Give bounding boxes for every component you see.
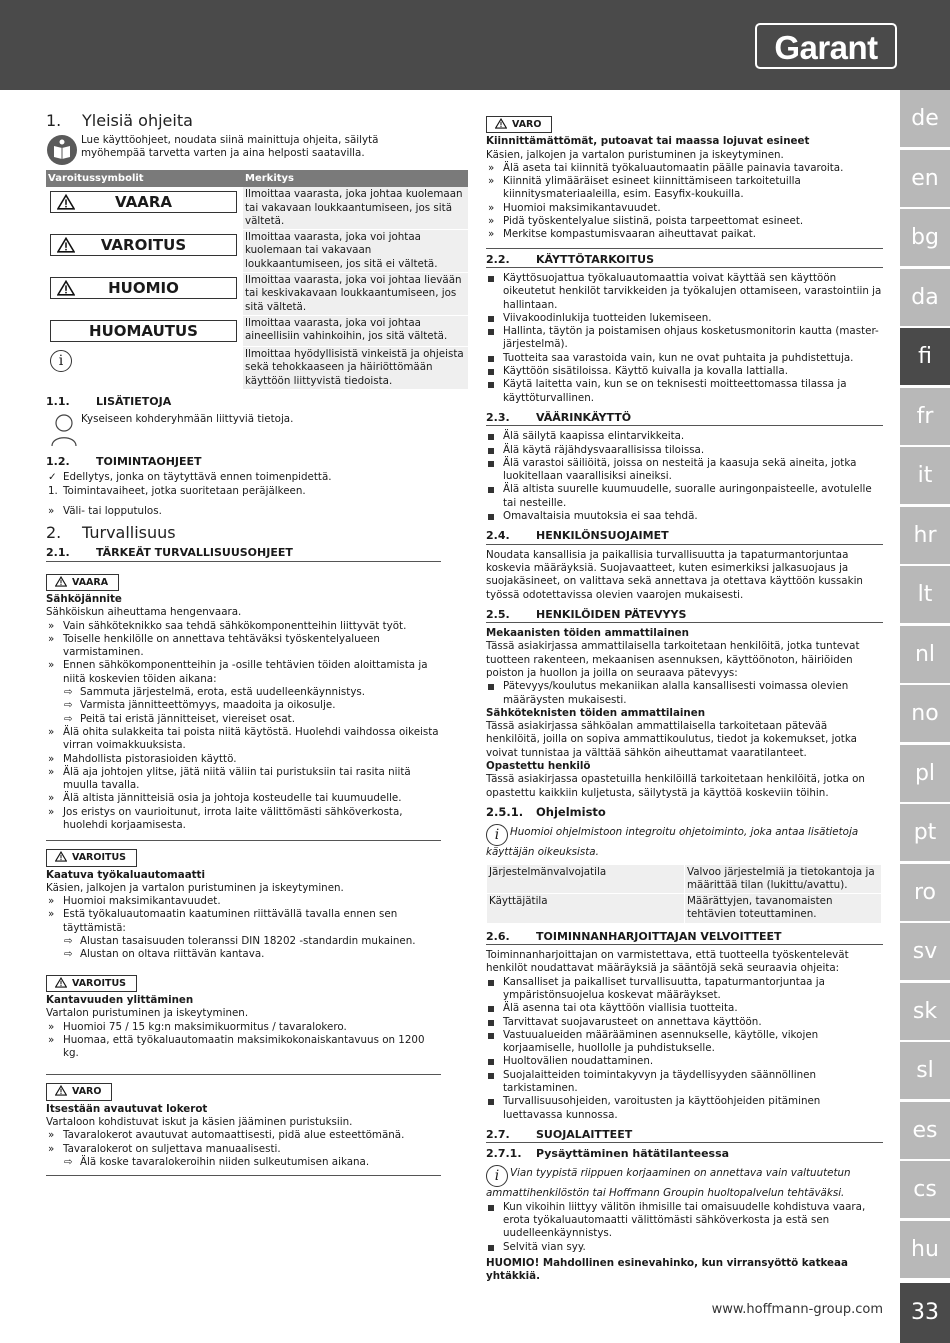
signal-word-box: VARO xyxy=(46,1083,112,1100)
list-item: » Huomioi maksimikantavuudet. xyxy=(488,201,661,214)
list-item: Selvitä vian syy. xyxy=(486,1241,883,1254)
list-item: Pätevyys/koulutus mekaniikan alalla kansallisesti voimassa olevien määräysten mukaisesti. xyxy=(486,680,883,707)
table-row: HUOMIO Ilmoittaa vaarasta, joka voi johtaa lievään tai keskivakavaan loukkaantumiseen, jos sitä vältetä. xyxy=(46,273,468,316)
language-tab-fr[interactable]: fr xyxy=(900,388,950,446)
language-tab-it[interactable]: it xyxy=(900,447,950,505)
list-item: » Jos eristys on vaurioitunut, irrota laite välittömästi sähköverkosta, huolehdi korjaamisesta. xyxy=(48,805,403,831)
language-tab-da[interactable]: da xyxy=(900,269,950,327)
warning-icon xyxy=(57,280,75,296)
hazard-consequence: Vartalon puristuminen ja iskeytyminen. xyxy=(46,1007,249,1020)
language-tab-sv[interactable]: sv xyxy=(900,923,950,981)
list-item: Käyttösuojattua työkaluautomaattia voivat käyttää sen käyttöön oikeutetut henkilöt tarvikkeiden ja työkalujen ottamiseen, varastointiin ja hallintaan. xyxy=(486,272,883,312)
warning-icon xyxy=(57,194,75,210)
list-item: Tarvittavat suojavarusteet on annettava käyttöön. xyxy=(486,1016,883,1029)
roles-table xyxy=(486,864,882,924)
section-heading: 1. Yleisiä ohjeita xyxy=(46,111,193,130)
list-item: Viivakoodinlukija tuotteiden lukemiseen. xyxy=(486,312,883,325)
list-item: Käytä laitetta vain, kun se on teknisesti moitteettomassa tilassa ja käyttöturvallinen. xyxy=(486,378,883,405)
warning-icon xyxy=(57,237,75,253)
list-item: » Älä aja johtojen ylitse, jätä niitä väliin tai puristuksiin tai rasita niitä muulla tavalla. xyxy=(48,765,411,792)
list-item: Älä asenna tai ota käyttöön viallisia tuotteita. xyxy=(486,1002,883,1015)
list-item: » Toiselle henkilölle on annettava tehtäväksi työskentelyalueen varmistaminen. xyxy=(48,632,380,659)
hazard-title: Itsestään avautuvat lokerot xyxy=(46,1102,208,1115)
list-item: Hallinta, täytön ja poistamisen ohjaus kosketusmonitorin kautta (master-järjestelmä). xyxy=(486,325,883,352)
list-item: » Huomioi maksimikantavuudet. xyxy=(48,895,221,908)
signal-word-box: VARO xyxy=(486,116,552,133)
list-item: » Älä ohita sulakkeita tai poista niitä käytöstä. Huolehdi vaihdossa oikeista virran voimakkuuksista. xyxy=(48,725,439,752)
list-item: » Merkitse kompastumisvaaran aiheuttavat paikat. xyxy=(488,228,757,241)
list-item: » Huomioi 75 / 15 kg:n maksimikuormitus / tavaralokero. xyxy=(48,1020,347,1033)
target-group-icon xyxy=(50,413,78,447)
language-tab-no[interactable]: no xyxy=(900,685,950,743)
language-tab-ro[interactable]: ro xyxy=(900,864,950,922)
hazard-consequence: Käsien, jalkojen ja vartalon puristuminen ja iskeytyminen. xyxy=(46,881,344,894)
brand-logo: Garant xyxy=(755,23,897,69)
language-sidebar xyxy=(900,90,950,1343)
list-item: Älä varastoi säiliöitä, joissa on nesteitä ja kaasuja sekä aineita, jotka luokitellaan vaarallisiksi aineiksi. xyxy=(486,457,883,484)
list-item: » Tavaralokerot on suljettava manuaalisesti. xyxy=(48,1142,281,1155)
list-item: » Huomaa, että työkaluautomaatin maksimikokonaiskantavuus on 1200 kg. xyxy=(48,1033,425,1060)
info-icon: i xyxy=(486,1165,508,1187)
list-item: Älä säilytä kaapissa elintarvikkeita. xyxy=(486,430,883,443)
table-row: VAARA Ilmoittaa vaarasta, joka johtaa kuolemaan tai vakavaan loukkaantumiseen, jos sitä vältetä. xyxy=(46,187,468,229)
hazard-title: Kaatuva työkaluautomaatti xyxy=(46,868,206,881)
language-tab-lt[interactable]: lt xyxy=(900,566,950,624)
info-icon: i xyxy=(486,824,508,846)
language-tab-cs[interactable]: cs xyxy=(900,1161,950,1219)
list-item: » Estä työkaluautomaatin kaatuminen riittävällä tavalla ennen sen täyttämistä: xyxy=(48,908,398,934)
list-item: » Älä altista jännitteisiä osia ja johtoja kosteudelle tai kuumuudelle. xyxy=(48,792,402,805)
list-item: » Vain sähköteknikko saa tehdä sähkökomponentteihin liittyvät työt. xyxy=(48,619,407,632)
signal-word-box: HUOMAUTUS xyxy=(50,320,237,342)
list-item: Vastuualueiden määrääminen asennukselle, käytölle, vikojen korjaamiselle, huollolle ja puhdistukselle. xyxy=(486,1029,883,1056)
read-manual-icon xyxy=(46,134,78,166)
hazard-title: Kantavuuden ylittäminen xyxy=(46,993,194,1006)
list-item: Käyttöön sisätiloissa. Käyttö kuivalla ja kovalla lattialla. xyxy=(486,365,883,378)
list-item: Kansalliset ja paikalliset turvallisuutta, tapaturmantorjuntaa ja ympäristönsuojelua koskevat määräykset. xyxy=(486,976,883,1003)
language-tab-hu[interactable]: hu xyxy=(900,1221,950,1279)
list-item: ⇨ Varmista jännitteettömyys, maadoita ja oikosulje. xyxy=(64,699,336,712)
page-number: 33 xyxy=(900,1283,950,1343)
table-row: HUOMAUTUS Ilmoittaa vaarasta, joka voi johtaa aineellisiin vahinkoihin, jos sitä vältetä. xyxy=(46,315,468,346)
hazard-title: Kiinnittämättömät, putoavat tai maassa lojuvat esineet xyxy=(486,135,810,148)
signal-word-box: HUOMIO xyxy=(50,277,237,299)
language-tab-bg[interactable]: bg xyxy=(900,209,950,267)
list-item: » Mahdollista pistorasioiden käyttö. xyxy=(48,752,237,765)
language-tab-de[interactable]: de xyxy=(900,90,950,148)
hazard-consequence: Vartaloon kohdistuvat iskut ja käsien jääminen puristuksiin. xyxy=(46,1116,353,1129)
language-tab-pt[interactable]: pt xyxy=(900,804,950,862)
language-tab-hr[interactable]: hr xyxy=(900,507,950,565)
table-row: i Ilmoittaa hyödyllisistä vinkeistä ja ohjeista sekä tehokkaaseen ja häiriöttömään käyttöön liittyvistä tiedoista. xyxy=(46,346,468,389)
list-item: » Pidä työskentelyalue siistinä, poista tarpeettomat esineet. xyxy=(488,215,804,228)
list-item: Huoltovälien noudattaminen. xyxy=(486,1055,883,1068)
list-item: ⇨ Peitä tai eristä jännitteiset, viereiset osat. xyxy=(64,712,295,725)
left-column: 1. Yleisiä ohjeita Lue käyttöohjeet, noudata siinä mainittuja ohjeita, säilytä myöhempää tarvetta varten ja aina helposti saatavilla. Varoitussymbolit Merkitys VAARA Ilmoittaa vaarasta, joka johtaa kuolemaan tai vakavaan loukkaantumiseen, jos sitä vältetä. VAROITUS Ilmoittaa vaarasta, joka voi johtaa kuolemaan tai vakavaan loukkaantumiseen, jos sitä ei vältetä. HUOMIO Ilmoittaa vaarasta, joka voi johtaa lievään tai keskivakavaan loukkaantumiseen, jos sitä vältetä. HUOMAUTUS Ilmoittaa vaarasta, joka voi johtaa aineellisiin vahinkoihin, jos sitä vältetä. i Ilmoittaa hyödyllisistä vinkeistä ja ohjeista sekä tehokkaaseen ja häiriöttömään käyttöön liittyvistä tiedoista. 1.1. LISÄTIETOJA Kyseiseen kohderyhmään liittyviä tietoja. 1.2. TOIMINTAOHJEET ✓ Edellytys, jonka on täytyttävä ennen toimenpidettä. 1. Toimintavaiheet, jotka suoritetaan peräjälkeen. » Väli- tai lopputulos. 2. Turvallisuus 2.1. TÄRKEÄT TURVALLISUUSOHJEET VAARA Sähköjännite Sähköiskun aiheuttama hengenvaara. » Vain sähköteknikko saa tehdä sähkökomponentteihin liittyvät työt. » Toiselle henkilölle on annettava tehtäväksi työskentelyalueen varmistaminen. » Ennen sähkökomponentteihin ja -osille tehtävien töiden aloittamista ja niitä koskevien töiden aikana: ⇨ Sammuta järjestelmä, erota, estä uudelleenkäynnistys. ⇨ Varmista jännitteettömyys, maadoita ja oikosulje. ⇨ Peitä tai eristä jännitteiset, viereiset osat. » Älä ohita sulakkeita tai poista niitä käytöstä. Huolehdi vaihdossa oikeista virran voimakkuuksista. » Mahdollista pistorasioiden käyttö. » Älä aja johtojen ylitse, jätä niitä väliin tai puristuksiin tai rasita niitä muulla tavalla. » Älä altista jännitteisiä osia ja johtoja kosteudelle tai kuumuudelle. » Jos eristys on vaurioitunut, irrota laite välittömästi sähköverkosta, huolehdi korjaamisesta. VAROITUS Kaatuva työkaluautomaatti Käsien, jalkojen ja vartalon puristuminen ja iskeytyminen. » Huomioi maksimikantavuudet. » Estä työkaluautomaatin kaatuminen riittävällä tavalla ennen sen täyttämistä: ⇨ Alustan tasaisuuden toleranssi DIN 18202 -standardin mukainen. ⇨ Alustan on oltava riittävän kantava. VAROITUS Kantavuuden ylittäminen Vartalon puristuminen ja iskeytyminen. » Huomioi 75 / 15 kg:n maksimikuormitus / tavaralokero. » Huomaa, että työkaluautomaatin maksimikokonaiskantavuus on 1200 kg. VARO Itsestään avautuvat lokerot Vartaloon kohdistuvat iskut ja käsien jääminen puristuksiin. » Tavaralokerot avautuvat automaattisesti, pidä alue esteettömänä. » Tavaralokerot on suljettava manuaalisesti. ⇨ Älä koske tavaralokeroihin niiden sulkeutumisen aikana. xyxy=(46,110,441,1176)
signal-word-box: VAROITUS xyxy=(50,234,237,256)
intro-text: Lue käyttöohjeet, noudata siinä mainittuja ohjeita, säilytä myöhempää tarvetta varten ja aina helposti saatavilla. xyxy=(81,134,379,160)
list-item: » Kiinnitä ylimääräiset esineet kiinnittämiseen tarkoitetuilla kiinnitysmateriaaleilla, esim. Easyfix-koukuilla. xyxy=(488,175,801,201)
language-tab-sl[interactable]: sl xyxy=(900,1042,950,1100)
hazard-title: Sähköjännite xyxy=(46,592,122,605)
table-row: VAROITUS Ilmoittaa vaarasta, joka voi johtaa kuolemaan tai vakavaan loukkaantumiseen, jos sitä ei vältetä. xyxy=(46,230,468,273)
list-item: ⇨ Älä koske tavaralokeroihin niiden sulkeutumisen aikana. xyxy=(64,1155,370,1168)
right-column: VARO Kiinnittämättömät, putoavat tai maassa lojuvat esineet Käsien, jalkojen ja vartalon puristuminen ja iskeytyminen. » Älä aseta tai kiinnitä työkaluautomaatin päälle painavia tavaroita. » Kiinnitä ylimääräiset esineet kiinnittämiseen tarkoitetuilla kiinnitysmateriaaleilla, esim. Easyfix-koukuilla. » Huomioi maksimikantavuudet. » Pidä työskentelyalue siistinä, poista tarpeettomat esineet. » Merkitse kompastumisvaaran aiheuttavat paikat. 2.2. KÄYTTÖTARKOITUS Käyttösuojattua työkaluautomaattia voivat käyttää sen käyttöön oikeutetut henkilöt tarvikkeiden ja työkalujen ottamiseen, varastointiin ja hallintaan. Viivakoodinlukija tuotteiden lukemiseen. Hallinta, täytön ja poistamisen ohjaus kosketusmonitorin kautta (master-järjestelmä). Tuotteita saa varastoida vain, kun ne ovat puhtaita ja puhdistettuja. Käyttöön sisätiloissa. Käyttö kuivalla ja kovalla lattialla. Käytä laitetta vain, kun se on teknisesti moitteettomassa tilassa ja käyttöturvallinen. 2.3. VÄÄRINKÄYTTÖ Älä säilytä kaapissa elintarvikkeita. Älä käytä räjähdysvaarallisissa tiloissa. Älä varastoi säiliöitä, joissa on nesteitä ja kaasuja sekä aineita, jotka luokitellaan vaarallisiksi aineiksi. Älä altista suurelle kuumuudelle, suoralle auringonpaisteelle, avotulelle tai nesteille. Omavaltaisia muutoksia ei saa tehdä. 2.4. HENKILÖNSUOJAIMET Noudata kansallisia ja paikallisia turvallisuutta ja tapaturmantorjuntaa koskevia määräyksiä. Suojavaatteet, kuten esimerkiksi jalkasuojaus ja suojakäsineet, on valittava sekä annettava ja otettava käyttöön kussakin työssä odotettavissa olevien vaarojen mukaisesti. 2.5. HENKILÖIDEN PÄTEVYYS Mekaanisten töiden ammattilainen Tässä asiakirjassa ammattilaisella tarkoitetaan henkilöitä, jotka tuntevat tuotteen rakenteen, mekaanisen asennuksen, käyttöönoton, häiriöiden poiston ja huollon ja joilla on seuraava pätevyys: Pätevyys/koulutus mekaniikan alalla kansallisesti voimassa olevien määräysten mukaisesti. Sähköteknisten töiden ammattilainen Tässä asiakirjassa sähköalan ammattilaisella tarkoitetaan pätevää henkilöitä, joilla on sopiva ammattikoulutus, tiedot ja kokemukset, jotka voivat tunnistaa ja välttää sähkön aiheuttamat vaaratilanteet. Opastettu henkilö Tässä asiakirjassa opastetuilla henkilöillä tarkoitetaan henkilöitä, jotka on opastettu kaikkiin kuljetusta, säilytystä ja käyttöä koskeviin töihin. 2.5.1. Ohjelmisto i Huomioi ohjelmistoon integroitu ohjetoiminto, joka antaa lisätietoja käyttäjän oikeuksista. Järjestelmänvalvojatila Valvoo järjestelmiä ja tietokantoja ja määrittää tilan (lukittu/avattu). Käyttäjätila Määrättyjen, tavanomaisten tehtävien toteuttaminen. 2.6. TOIMINNANHARJOITTAJAN VELVOITTEET Toiminnanharjoittajan on varmistettava, että tuotteella työskentelevät henkilöt noudattavat määräyksiä ja sääntöjä sekä seuraavia ohjeita: Kansalliset ja paikalliset turvallisuutta, tapaturmantorjuntaa ja ympäristönsuojelua koskevat määräykset. Älä asenna tai ota käyttöön viallisia tuotteita. Tarvittavat suojavarusteet on annettava käyttöön. Vastuualueiden määrääminen asennukselle, käytölle, vikojen korjaamiselle, huollolle ja puhdistukselle. Huoltovälien noudattaminen. Suojalaitteiden toimintakyvyn ja täydellisyyden säännöllinen tarkistaminen. Turvallisuusohjeiden, varoitusten ja käyttöohjeiden pitäminen luettavassa kunnossa. 2.7. SUOJALAITTEET 2.7.1. Pysäyttäminen hätätilanteessa i Vian tyypistä riippuen korjaaminen on annettava vain valtuutetun ammattihenkilöstön tai Hoffmann Groupin huoltopalvelun tehtäväksi. Kun vikoihin liittyy välitön ihmisille tai omaisuudelle kohdistuva vaara, erota työkaluautomaatti välittömästi sähköverkosta ja estä sen uudelleenkäynnistys. Selvitä vian syy. HUOMIO! Mahdollinen esinevahinko, kun virransyöttö katkeaa yhtäkkiä. xyxy=(486,116,883,1284)
list-item: ✓ Edellytys, jonka on täytyttävä ennen toimenpidettä. xyxy=(48,471,332,484)
language-tab-nl[interactable]: nl xyxy=(900,626,950,684)
language-tab-pl[interactable]: pl xyxy=(900,745,950,803)
header-bar xyxy=(0,0,950,90)
table-row: Järjestelmänvalvojatila Valvoo järjestelmiä ja tietokantoja ja määrittää tilan (lukittu/avattu). xyxy=(487,864,882,894)
list-item: Turvallisuusohjeiden, varoitusten ja käyttöohjeiden pitäminen luettavassa kunnossa. xyxy=(486,1095,883,1122)
signal-word-box: VAARA xyxy=(46,574,119,591)
hazard-consequence: Käsien, jalkojen ja vartalon puristuminen ja iskeytyminen. xyxy=(486,148,784,161)
list-item: Tuotteita saa varastoida vain, kun ne ovat puhtaita ja puhdistettuja. xyxy=(486,352,883,365)
list-item: 1. Toimintavaiheet, jotka suoritetaan peräjälkeen. xyxy=(48,484,306,497)
signal-word-box: VAARA xyxy=(50,191,237,213)
language-tab-fi[interactable]: fi xyxy=(900,328,950,386)
list-item: » Ennen sähkökomponentteihin ja -osille tehtävien töiden aloittamista ja niitä koskevien töiden aikana: xyxy=(48,659,428,685)
signal-word-box: VAROITUS xyxy=(46,849,137,866)
list-item: ⇨ Sammuta järjestelmä, erota, estä uudelleenkäynnistys. xyxy=(64,686,366,699)
list-item: Suojalaitteiden toimintakyvyn ja täydellisyyden säännöllinen tarkistaminen. xyxy=(486,1069,883,1096)
list-item: ⇨ Alustan tasaisuuden toleranssi DIN 18202 -standardin mukainen. xyxy=(64,935,416,948)
list-item: » Väli- tai lopputulos. xyxy=(48,505,162,518)
hazard-consequence: Sähköiskun aiheuttama hengenvaara. xyxy=(46,606,242,619)
warning-symbols-table: Varoitussymbolit Merkitys VAARA Ilmoittaa vaarasta, joka johtaa kuolemaan tai vakavaan loukkaantumiseen, jos sitä vältetä. VAROITUS Ilmoittaa vaarasta, joka voi johtaa kuolemaan tai vakavaan loukkaantumiseen, jos sitä ei vältetä. HUOMIO Ilmoittaa vaarasta, joka voi johtaa lievään tai keskivakavaan loukkaantumiseen, jos sitä vältetä. HUOMAUTUS Ilmoittaa vaarasta, joka voi johtaa aineellisiin vahinkoihin, jos sitä vältetä. i Ilmoittaa hyödyllisistä vinkeistä ja ohjeista sekä tehokkaaseen ja häiriöttömään käyttöön liittyvistä tiedoista. xyxy=(46,170,468,390)
table-row: Käyttäjätila Määrättyjen, tavanomaisten tehtävien toteuttaminen. xyxy=(487,894,882,924)
language-tab-sk[interactable]: sk xyxy=(900,983,950,1041)
list-item: Kun vikoihin liittyy välitön ihmisille tai omaisuudelle kohdistuva vaara, erota työkaluautomaatti välittömästi sähköverkosta ja estä sen uudelleenkäynnistys. xyxy=(486,1201,883,1241)
language-tab-es[interactable]: es xyxy=(900,1102,950,1160)
footer-url[interactable]: www.hoffmann-group.com xyxy=(711,1302,883,1317)
list-item: ⇨ Alustan on oltava riittävän kantava. xyxy=(64,948,265,961)
signal-word-box: VAROITUS xyxy=(46,975,137,992)
info-icon: i xyxy=(50,350,72,372)
language-tab-en[interactable]: en xyxy=(900,150,950,208)
list-item: » Älä aseta tai kiinnitä työkaluautomaatin päälle painavia tavaroita. xyxy=(488,161,844,174)
list-item: Älä käytä räjähdysvaarallisissa tiloissa. xyxy=(486,444,883,457)
list-item: Älä altista suurelle kuumuudelle, suoralle auringonpaisteelle, avotulelle tai nesteille. xyxy=(486,483,883,510)
list-item: Omavaltaisia muutoksia ei saa tehdä. xyxy=(486,510,883,523)
list-item: » Tavaralokerot avautuvat automaattisesti, pidä alue esteettömänä. xyxy=(48,1129,405,1142)
